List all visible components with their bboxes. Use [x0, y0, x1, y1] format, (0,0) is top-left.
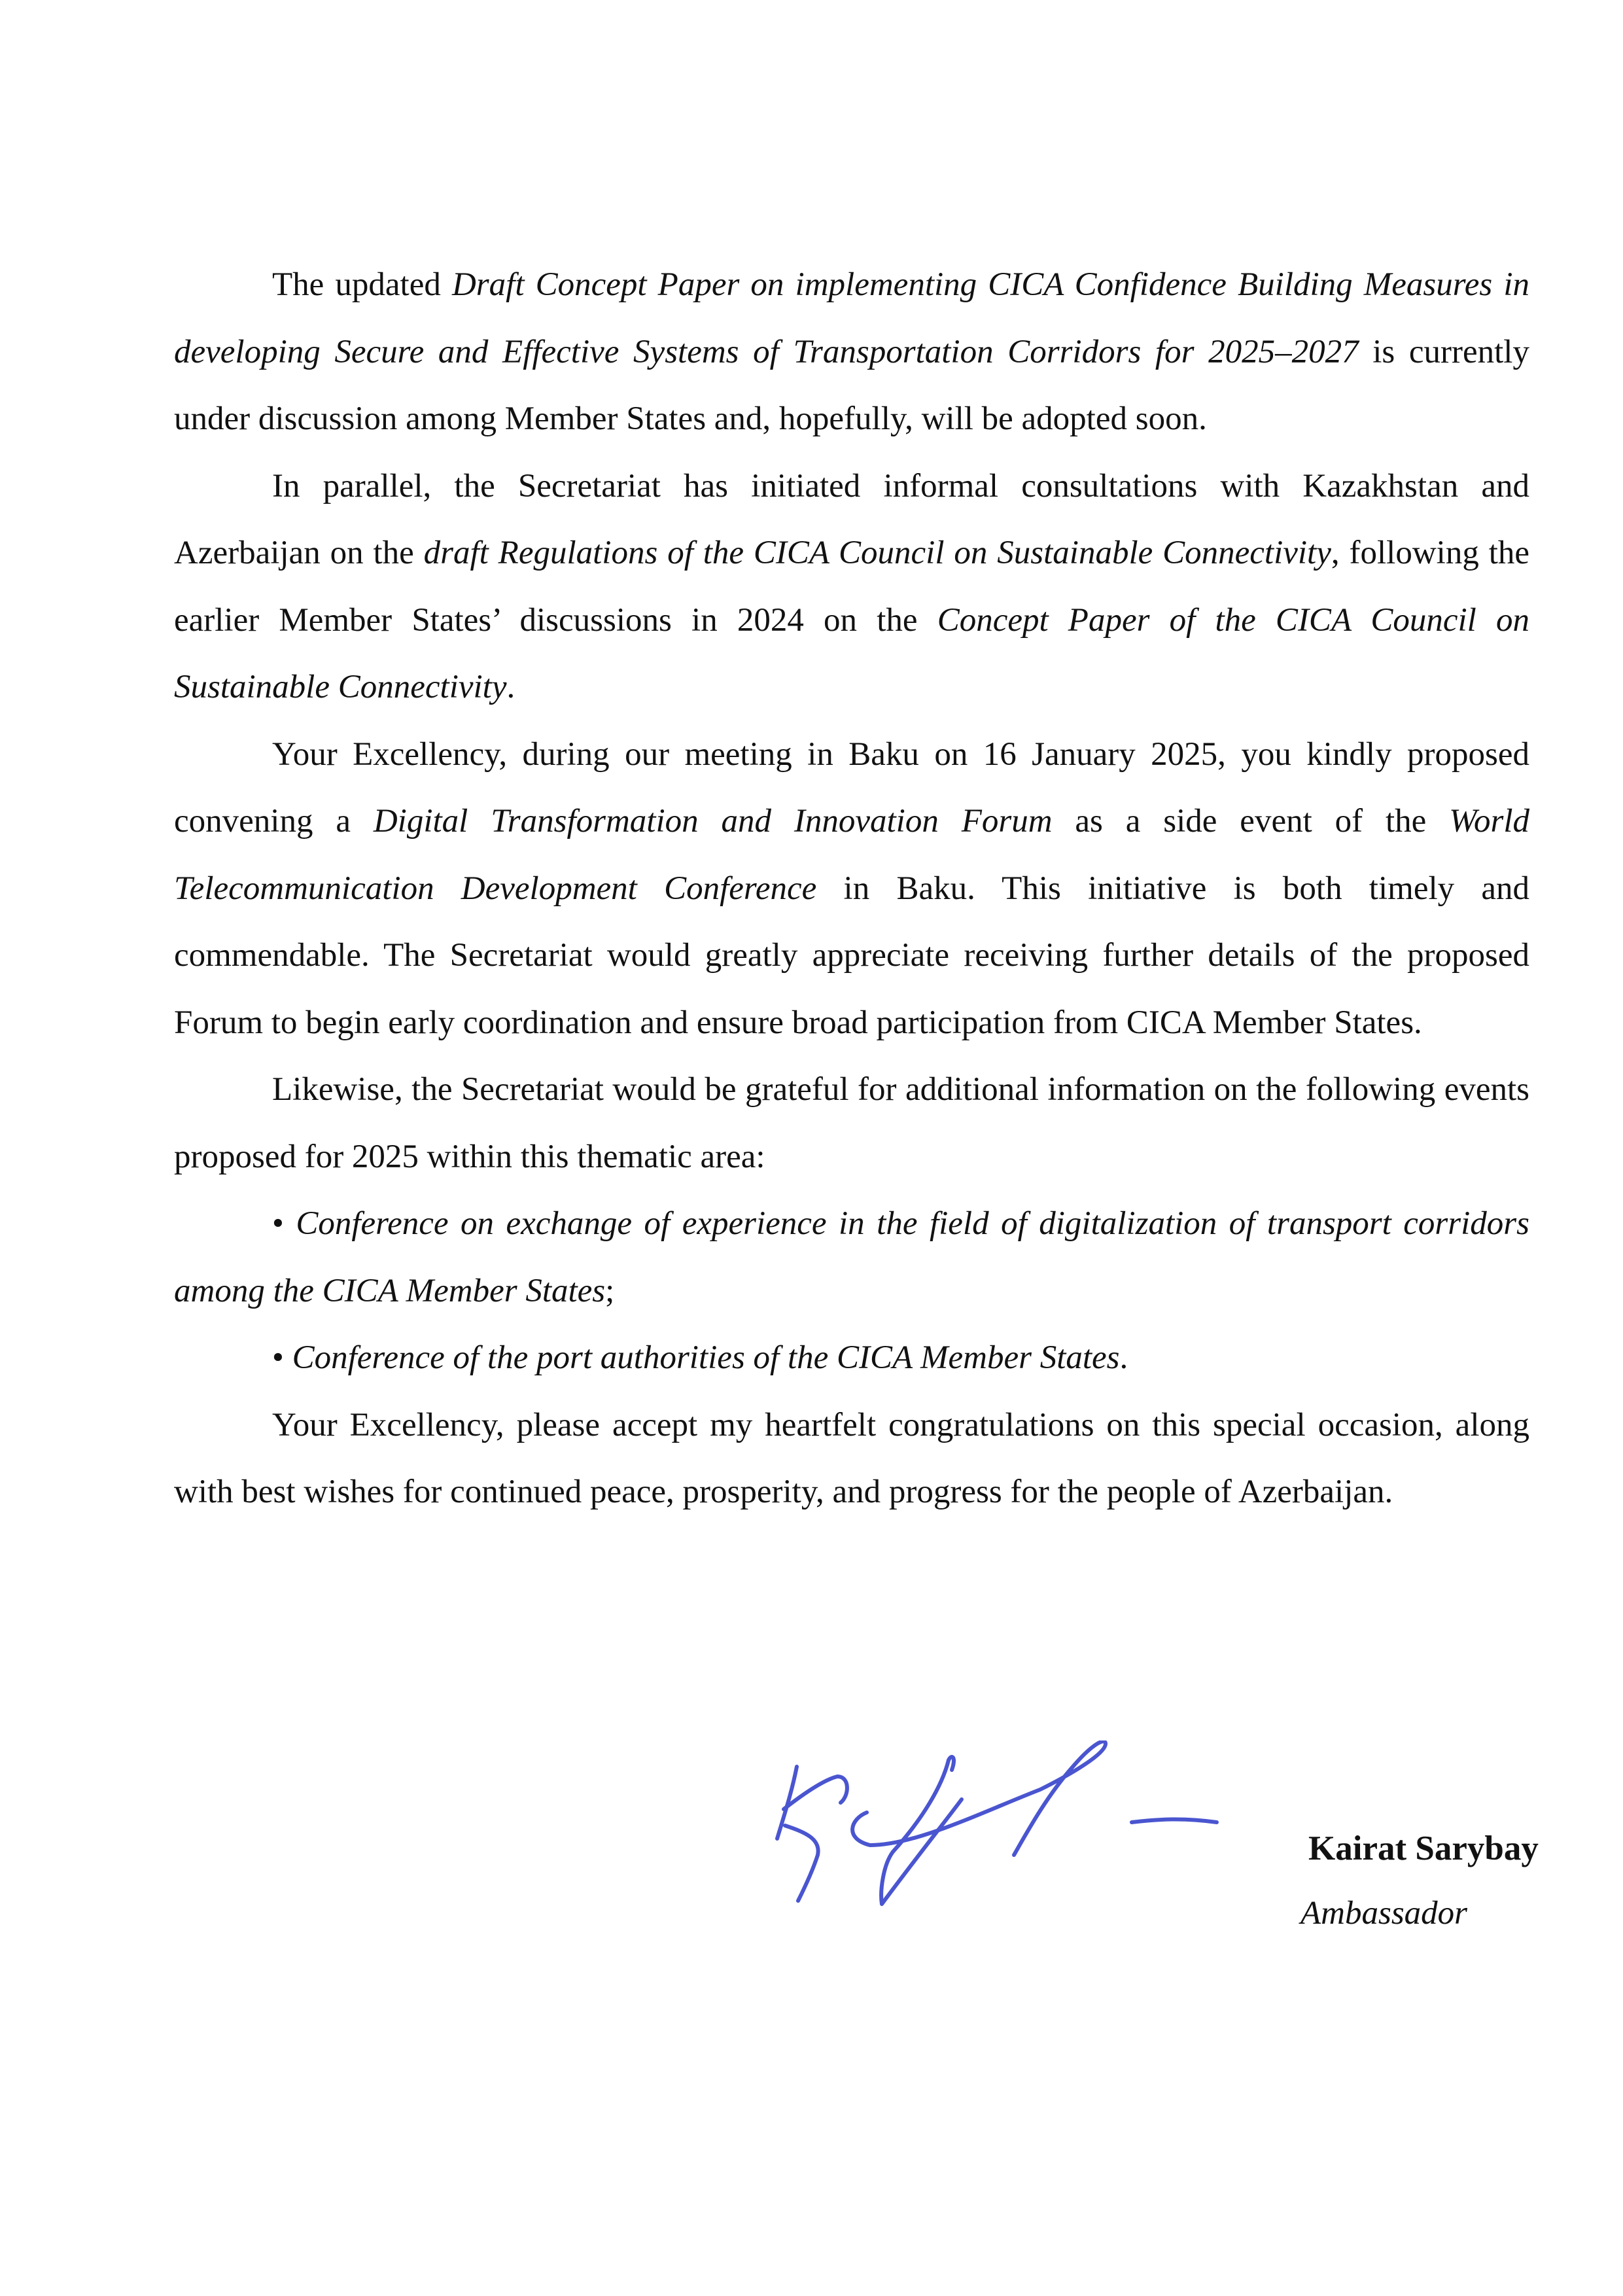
paragraph-consultations: [174, 453, 1529, 721]
bullet-icon: •: [272, 1205, 296, 1242]
event-title: World Telecommunication Development Conference: [174, 803, 1529, 907]
document-title: Concept Paper of the CICA Council on Sustainable Connectivity: [174, 601, 1529, 705]
text-run: Your Excellency, please accept my heartfelt congratulations on this special occasion, along with best wishes for continued peace, prosperity, and progress for the people of Azerbaijan.: [174, 1406, 1529, 1510]
text-run: , following the earlier Member States’ discussions in 2024 on the: [174, 535, 1529, 639]
signatory-name: Kairat Sarybay: [1308, 1829, 1539, 1867]
document-title: Draft Concept Paper on implementing CICA Confidence Building Measures in developing Secure and Effective Systems of Transportation Corridors for 2025–2027: [174, 266, 1529, 370]
bullet-punctuation: ;: [605, 1272, 615, 1309]
paragraph-draft-concept-paper: [174, 251, 1529, 453]
handwritten-signature: [765, 1740, 1263, 1911]
signatory-title: Ambassador: [1300, 1895, 1468, 1932]
text-run: In parallel, the Secretariat has initiated informal consultations with Kazakhstan and Azerbaijan on the: [174, 467, 1529, 571]
paragraph-forum-proposal: [174, 721, 1529, 1057]
bullet-punctuation: .: [1119, 1339, 1128, 1376]
text-run: as a side event of the: [1052, 803, 1450, 839]
bullet-item: [174, 1190, 1529, 1324]
text-run: The updated: [272, 266, 452, 303]
signature-stroke: [785, 1826, 818, 1901]
bullet-item: [174, 1324, 1529, 1392]
signature-stroke: [852, 1741, 1106, 1855]
document-title: draft Regulations of the CICA Council on Sustainable Connectivity: [423, 535, 1331, 571]
event-title: Digital Transformation and Innovation Forum: [373, 803, 1053, 839]
bullet-text: Conference of the port authorities of the CICA Member States: [292, 1339, 1120, 1376]
text-run: Likewise, the Secretariat would be grateful for additional information on the following events proposed for 2025 within this thematic area:: [174, 1071, 1529, 1175]
text-run: Your Excellency, during our meeting in Baku on 16 January 2025, you kindly proposed convening a: [174, 735, 1529, 839]
paragraph-congratulations: [174, 1392, 1529, 1526]
signature-stroke: [1132, 1819, 1217, 1822]
paragraph-additional-information: [174, 1056, 1529, 1190]
letter-body: [174, 251, 1529, 1526]
signature-stroke: [881, 1760, 962, 1904]
text-run: is currently under discussion among Member States and, hopefully, will be adopted soon.: [174, 333, 1529, 437]
bullet-text: Conference on exchange of experience in the field of digitalization of transport corridors among the CICA Member States: [174, 1205, 1529, 1309]
text-run: .: [506, 669, 515, 705]
text-run: in Baku. This initiative is both timely and commendable. The Secretariat would greatly appreciate receiving further details of the proposed Forum to begin early coordination and ensure broad participation from CICA Member States.: [174, 870, 1530, 1041]
bullet-icon: •: [272, 1339, 292, 1376]
